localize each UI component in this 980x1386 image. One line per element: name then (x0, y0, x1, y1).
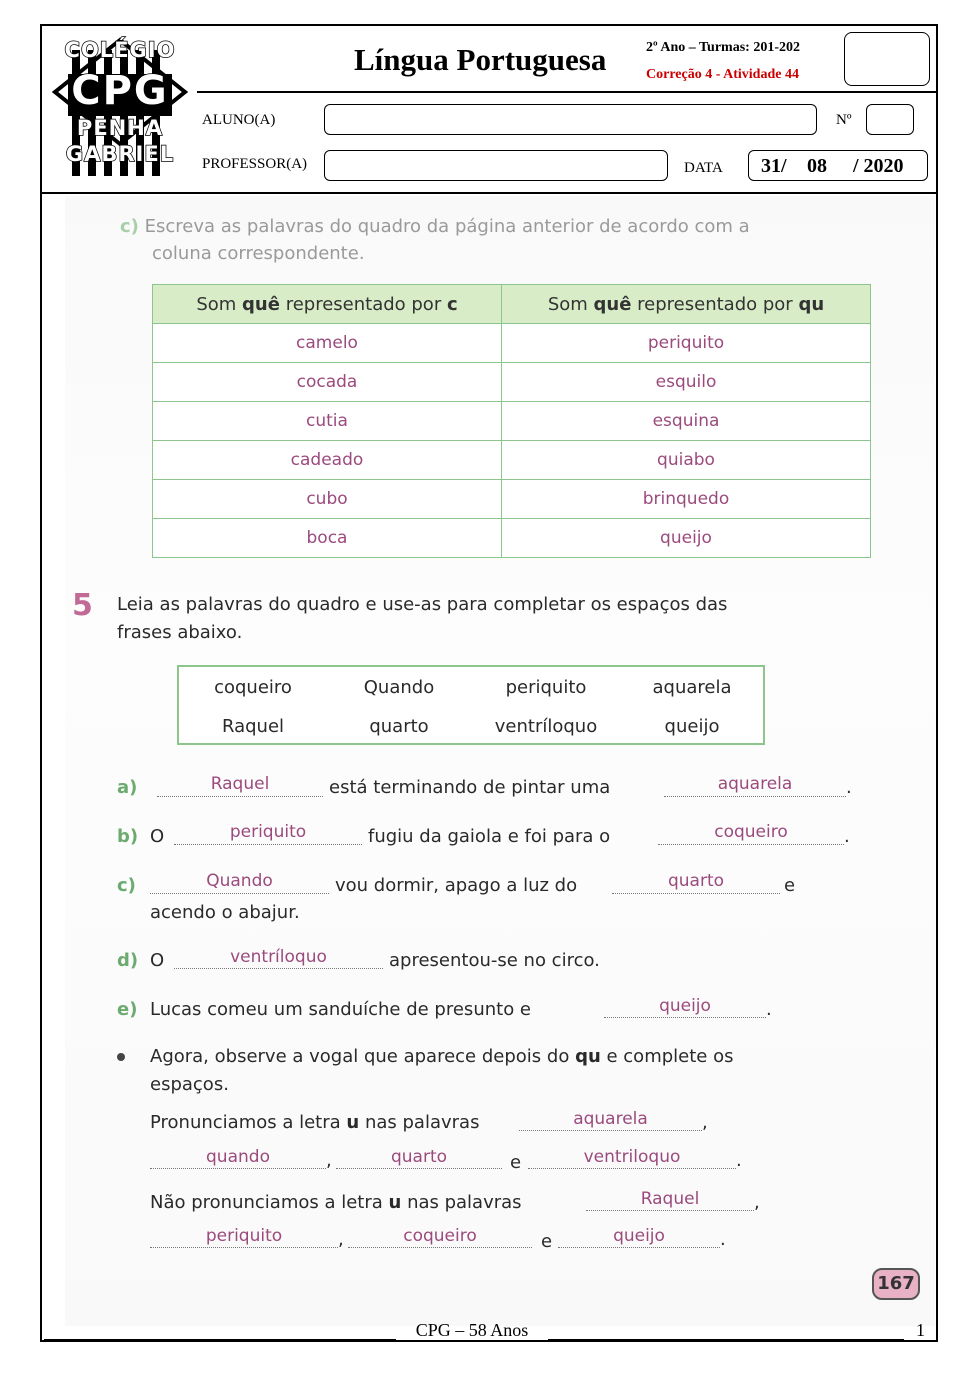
item-d-text: apresentou-se no circo. (389, 950, 600, 971)
exercise-c-label: c) (120, 216, 139, 237)
date-month: 08 (807, 155, 827, 177)
answer-pron-4: ventriloquo (583, 1147, 681, 1167)
header-divider (197, 91, 936, 93)
blank-line (150, 1168, 326, 1169)
answer-b-2: coqueiro (714, 822, 788, 842)
logo-text-cpg: CPG (71, 68, 169, 114)
table-cell: brinquedo (501, 480, 870, 519)
number-label: Nº (836, 112, 852, 128)
blank-line (157, 796, 323, 797)
blank-line (528, 1168, 736, 1169)
word-bank-item: queijo (664, 716, 720, 737)
table-cell: cadeado (153, 441, 502, 480)
answer-a-2: aquarela (717, 774, 793, 794)
sound-table (152, 284, 871, 558)
answer-d-1: ventríloquo (230, 947, 327, 967)
table-row (153, 363, 871, 402)
footer-page-number: 1 (916, 1320, 925, 1340)
item-b-text0: O (150, 826, 165, 847)
blank-line (664, 796, 846, 797)
teacher-label: PROFESSOR(A) (202, 156, 308, 172)
table-cell: esquina (501, 402, 870, 441)
school-logo (50, 30, 190, 180)
table-row (153, 402, 871, 441)
answer-nopron-2: periquito (205, 1226, 283, 1246)
item-e-label: e) (117, 999, 138, 1020)
header-bottom-border (42, 192, 936, 194)
blank-line (604, 1017, 766, 1018)
subject-title: Língua Portuguesa (354, 42, 607, 77)
answer-e-1: queijo (659, 996, 711, 1016)
word-bank-item: periquito (505, 677, 587, 698)
item-c-text2: e (784, 875, 796, 896)
item-e-text: Lucas comeu um sanduíche de presunto e (150, 999, 531, 1020)
table-cell: camelo (153, 324, 502, 363)
item-b-label: b) (117, 826, 139, 847)
table-cell: cutia (153, 402, 502, 441)
item-c-label: c) (117, 875, 136, 896)
conjunction: e (541, 1231, 553, 1252)
table-cell: periquito (501, 324, 870, 363)
answer-b-1: periquito (229, 822, 307, 842)
answer-nopron-1: Raquel (640, 1189, 700, 1209)
table-header-c: Som quê representado por c (153, 285, 502, 324)
word-bank-item: Raquel (221, 716, 285, 737)
blank-line (150, 1247, 338, 1248)
blank-line (174, 844, 362, 845)
answer-pron-1: aquarela (573, 1109, 648, 1129)
teacher-name-field[interactable] (324, 150, 668, 181)
table-row (153, 324, 871, 363)
answer-nopron-3: coqueiro (403, 1226, 477, 1246)
blank-line (336, 1168, 502, 1169)
answer-a-1: Raquel (210, 774, 270, 794)
item-a-text: está terminando de pintar uma (329, 777, 611, 798)
grade-box (844, 32, 930, 86)
footer-line-left (44, 1339, 396, 1340)
item-b-text: fugiu da gaiola e foi para o (368, 826, 611, 847)
word-bank-item: Quando (363, 677, 435, 698)
item-d-text0: O (150, 950, 165, 971)
bullet-text-line2: espaços. (150, 1074, 229, 1095)
student-name-field[interactable] (324, 104, 817, 135)
logo-text-colegio: COLÉGIO (64, 38, 176, 62)
blank-line (558, 1247, 720, 1248)
comma: , (754, 1192, 760, 1213)
word-bank-item: coqueiro (214, 677, 292, 698)
exercise-5-number: 5 (72, 588, 93, 623)
item-b-end: . (844, 826, 850, 847)
conjunction: e (510, 1152, 522, 1173)
exercise-5-text-line1: Leia as palavras do quadro e use-as para completar os espaços das (117, 594, 728, 615)
exercise-c-text-line2: coluna correspondente. (152, 243, 365, 264)
bullet-marker (117, 1053, 125, 1061)
item-a-end: . (846, 777, 852, 798)
word-bank-item: quarto (369, 716, 429, 737)
item-c-text: vou dormir, apago a luz do (335, 875, 578, 896)
pronounced-text: Pronunciamos a letra u nas palavras (150, 1112, 480, 1133)
not-pronounced-text: Não pronunciamos a letra u nas palavras (150, 1192, 522, 1213)
table-row (153, 441, 871, 480)
answer-c-1: Quando (206, 871, 273, 891)
period: . (720, 1229, 726, 1250)
answer-pron-2: quando (206, 1147, 270, 1167)
textbook-page-number: 167 (872, 1268, 920, 1300)
table-row (153, 480, 871, 519)
table-cell: cubo (153, 480, 502, 519)
table-cell: quiabo (501, 441, 870, 480)
table-cell: esquilo (501, 363, 870, 402)
item-d-label: d) (117, 950, 139, 971)
table-row (153, 519, 871, 558)
table-cell: boca (153, 519, 502, 558)
logo-text-gabriel: GABRIEL (65, 142, 175, 166)
word-bank-box (177, 665, 765, 745)
blank-line (586, 1210, 754, 1211)
table-cell: cocada (153, 363, 502, 402)
exercise-c-instruction: Escreva as palavras do quadro da página anterior de acordo com a (144, 216, 750, 237)
blank-line (174, 968, 383, 969)
grade-info: 2º Ano – Turmas: 201-202 (646, 40, 800, 55)
table-header-qu: Som quê representado por qu (501, 285, 870, 324)
word-bank-item: aquarela (652, 677, 732, 698)
date-year: / 2020 (853, 155, 904, 177)
logo-text-penha: PENHA (76, 116, 164, 140)
period: . (736, 1150, 742, 1171)
table-cell: queijo (501, 519, 870, 558)
blank-line (519, 1130, 702, 1131)
item-e-end: . (766, 999, 772, 1020)
student-label: ALUNO(A) (202, 112, 276, 128)
footer-text: CPG – 58 Anos (415, 1320, 529, 1340)
exercise-5-text-line2: frases abaixo. (117, 622, 243, 643)
item-c-text3: acendo o abajur. (150, 902, 300, 923)
blank-line (612, 893, 780, 894)
correction-info: Correção 4 - Atividade 44 (646, 67, 799, 82)
comma: , (702, 1112, 708, 1133)
word-bank-item: ventríloquo (494, 716, 598, 737)
answer-nopron-4: queijo (613, 1226, 665, 1246)
exercise-c-text-line1 (120, 216, 750, 237)
bullet-text-line1: Agora, observe a vogal que aparece depois do qu e complete os (150, 1046, 734, 1067)
answer-pron-3: quarto (390, 1147, 448, 1167)
comma: , (326, 1150, 332, 1171)
blank-line (348, 1247, 532, 1248)
blank-line (150, 893, 329, 894)
date-label: DATA (684, 160, 723, 176)
comma: , (338, 1229, 344, 1250)
footer-line-right (548, 1339, 904, 1340)
blank-line (658, 844, 844, 845)
item-a-label: a) (117, 777, 138, 798)
student-number-field[interactable] (866, 104, 914, 135)
date-day: 31/ (761, 155, 787, 177)
answer-c-2: quarto (667, 871, 725, 891)
date-field[interactable] (748, 150, 928, 181)
